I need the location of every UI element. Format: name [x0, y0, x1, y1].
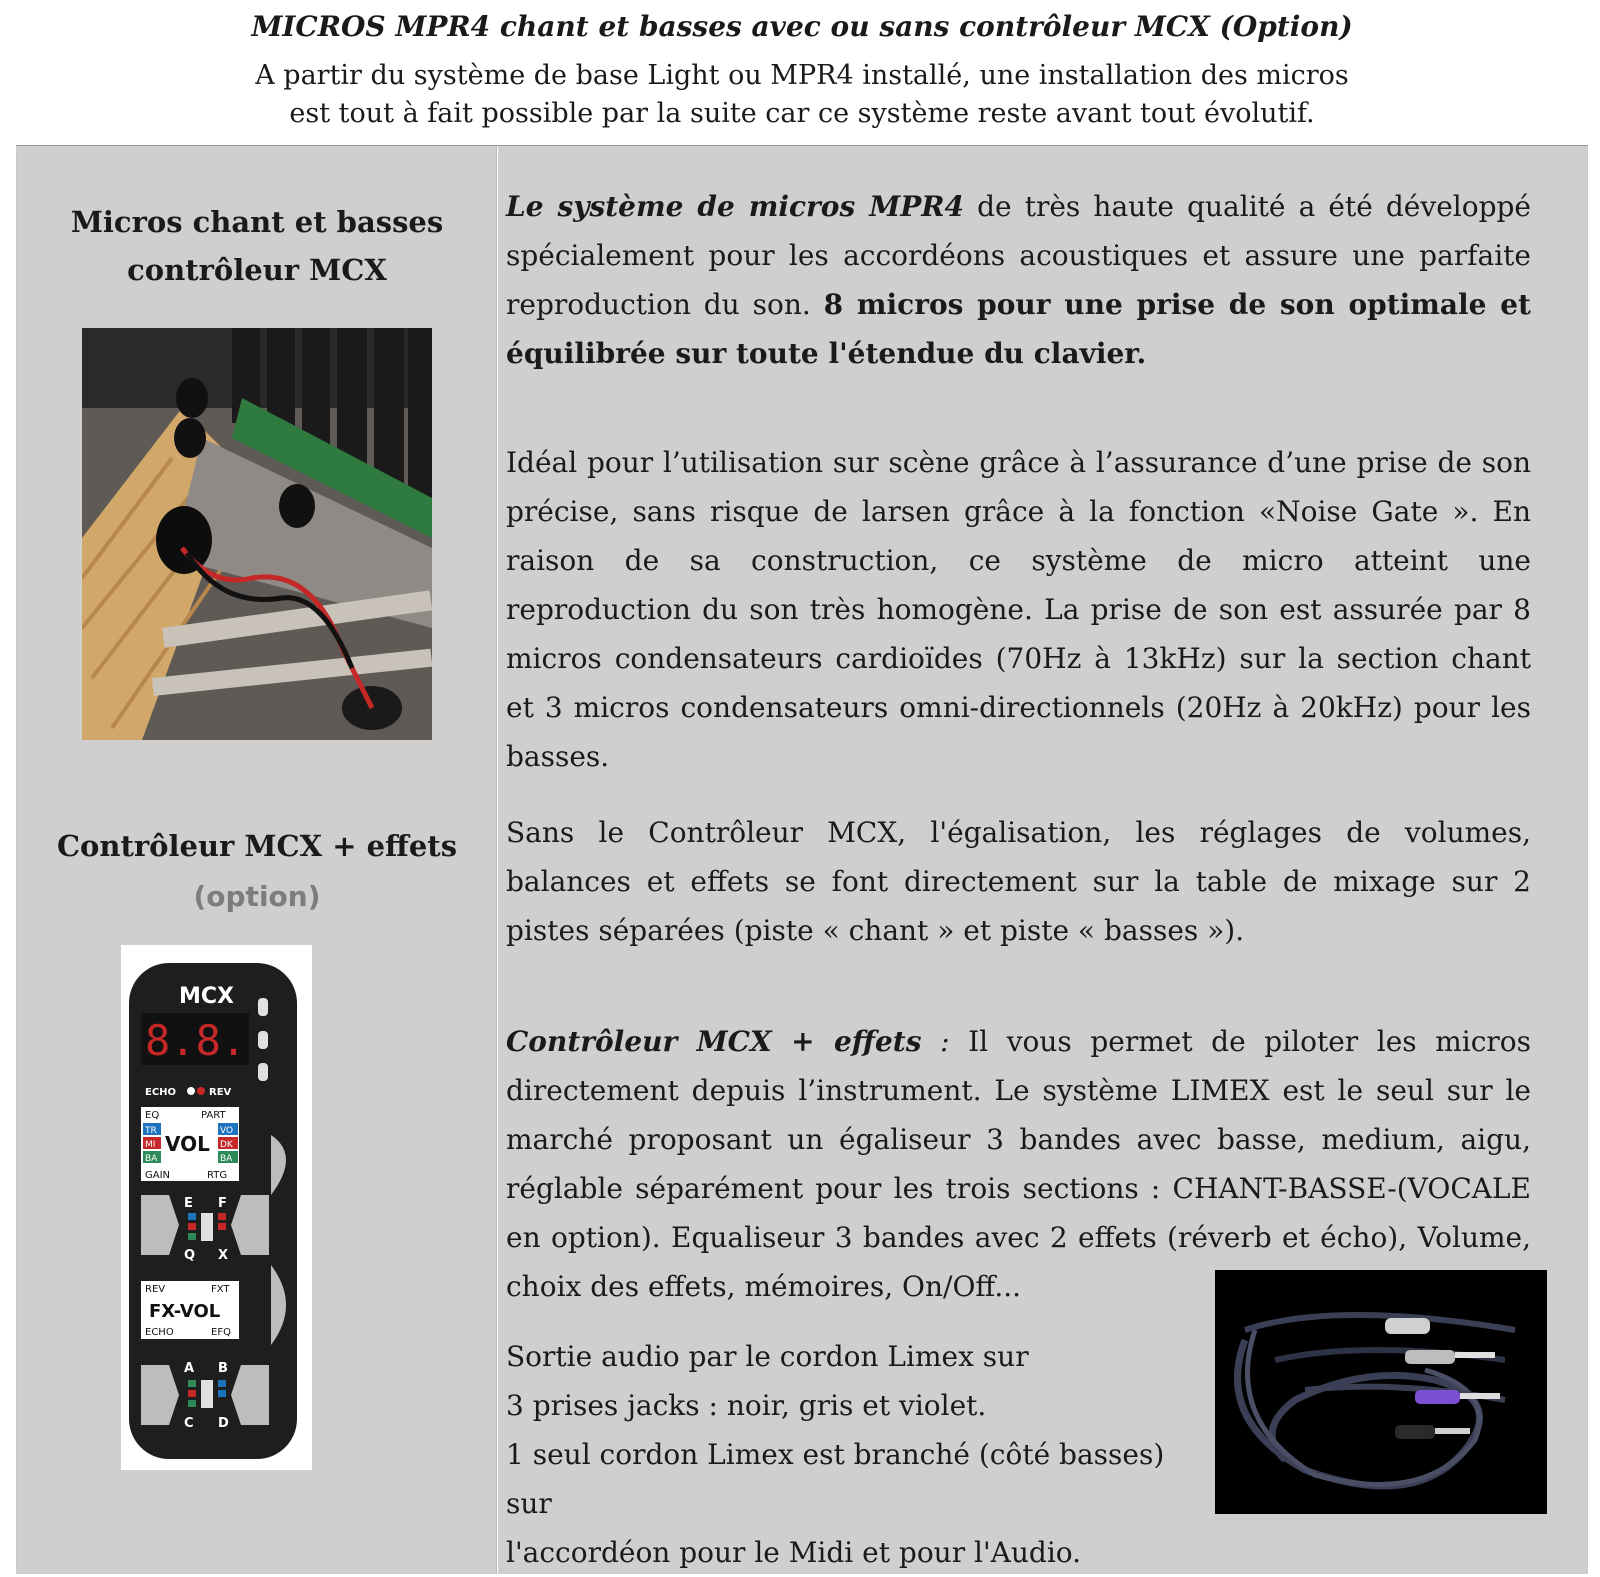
intro-line-1: A partir du système de base Light ou MPR4 installé, une installation des micros	[255, 60, 1349, 91]
microphones-photo	[82, 328, 432, 740]
page-title: MICROS MPR4 chant et basses avec ou sans contrôleur MCX (Option)	[251, 10, 1353, 43]
mcx-controller-graphic	[121, 945, 312, 1470]
mcx-tr: TR	[145, 1126, 157, 1136]
mcx-ba: BA	[145, 1154, 158, 1164]
mcx-echo2: ECHO	[145, 1327, 174, 1338]
paragraph-mpr4	[506, 182, 1531, 378]
sortie-line-1: Sortie audio par le cordon Limex sur	[506, 1340, 1029, 1373]
mcx-e: E	[184, 1196, 193, 1211]
mcx-rev2: REV	[145, 1284, 166, 1295]
paragraph-mcx-effets	[506, 1017, 1531, 1311]
mcx-b: B	[218, 1361, 228, 1376]
mcx-d: D	[218, 1416, 229, 1431]
mcx-c: C	[184, 1416, 194, 1431]
mcx-vol: VOL	[165, 1132, 210, 1156]
mcx-mi: MI	[145, 1140, 156, 1150]
sortie-line-2: 3 prises jacks : noir, gris et violet.	[506, 1389, 987, 1422]
mcx-q: Q	[184, 1248, 196, 1263]
heading-micros	[17, 198, 497, 294]
mcx-part: PART	[201, 1110, 226, 1121]
mcx-eq: EQ	[145, 1110, 160, 1121]
mcx-controller-photo	[121, 945, 312, 1470]
intro-line-2: est tout à fait possible par la suite car ce système reste avant tout évolutif.	[289, 98, 1315, 129]
mcx-rev: REV	[209, 1087, 232, 1098]
mcx-vo: VO	[220, 1126, 234, 1136]
sortie-line-3: 1 seul cordon Limex est branché (côté basses) sur	[506, 1438, 1165, 1520]
mcx-gain: GAIN	[145, 1170, 171, 1181]
paragraph-sortie-audio	[506, 1332, 1206, 1577]
mcx-dk: DK	[220, 1140, 233, 1150]
heading-controller: Contrôleur MCX + effets	[56, 829, 458, 863]
mcx-fxt: FXT	[211, 1284, 230, 1295]
mcx-rtg: RTG	[207, 1170, 228, 1181]
header	[16, 0, 1588, 146]
mpr4-bold: 8 micros pour une prise de son optimale et équilibrée sur toute l'étendue du clavier.	[506, 288, 1531, 370]
mcx-f: F	[218, 1196, 227, 1211]
mcx-effets-text: Il vous permet de piloter les micros directement depuis l’instrument. Le système LIMEX est le seul sur le marché proposant un égaliseur 3 bandes avec basse, medium, aigu, réglable séparément pour les trois sections : CHANT-BASSE-(VOCALE en option). Equaliseur 3 bandes avec 2 effets (réverb et écho), Volume, choix des effets, mémoires, On/Off...	[506, 1025, 1532, 1303]
mcx-fxvol: FX-VOL	[149, 1301, 221, 1322]
mpr4-text: de très haute qualité a été développé spécialement pour les accordéons acoustiques et assure une parfaite reproduction du son.	[506, 190, 1531, 321]
mcx-led-button-3[interactable]	[258, 1063, 268, 1081]
mcx-echo: ECHO	[145, 1087, 177, 1098]
mcx-ba2: BA	[220, 1154, 233, 1164]
sortie-line-4: l'accordéon pour le Midi et pour l'Audio.	[506, 1536, 1082, 1569]
heading-micros-line2: contrôleur MCX	[127, 253, 387, 287]
mcx-led-button-1[interactable]	[258, 998, 268, 1016]
mcx-led-button-2[interactable]	[258, 1031, 268, 1049]
mcx-x: X	[218, 1248, 229, 1263]
option-label: (option)	[193, 880, 321, 913]
mcx-brand: MCX	[179, 984, 234, 1009]
mcx-efq: EFQ	[211, 1327, 231, 1338]
heading-micros-line1: Micros chant et basses	[70, 205, 444, 239]
mpr4-lead: Le système de micros MPR4	[506, 190, 965, 223]
mcx-effets-sep: :	[921, 1025, 969, 1058]
mcx-effets-lead: Contrôleur MCX + effets	[506, 1025, 922, 1058]
paragraph-ideal: Idéal pour l’utilisation sur scène grâce à l’assurance d’une prise de son précise, sans risque de larsen grâce à la fonction «Noise Gate ». En raison de sa construction, ce système de micro atteint une reproduction du son très homogène. La prise de son est assurée par 8 micros condensateurs cardioïdes (70Hz à 13kHz) sur la section chant et 3 micros condensateurs omni-directionnels (20Hz à 20kHz) pour les basses.	[506, 446, 1531, 773]
mcx-a: A	[184, 1361, 195, 1376]
paragraph-sans-mcx: Sans le Contrôleur MCX, l'égalisation, les réglages de volumes, balances et effets se font directement sur la table de mixage sur 2 pistes séparées (piste « chant » et piste « basses »).	[506, 816, 1531, 947]
mcx-display: 8.8.	[145, 1016, 247, 1065]
